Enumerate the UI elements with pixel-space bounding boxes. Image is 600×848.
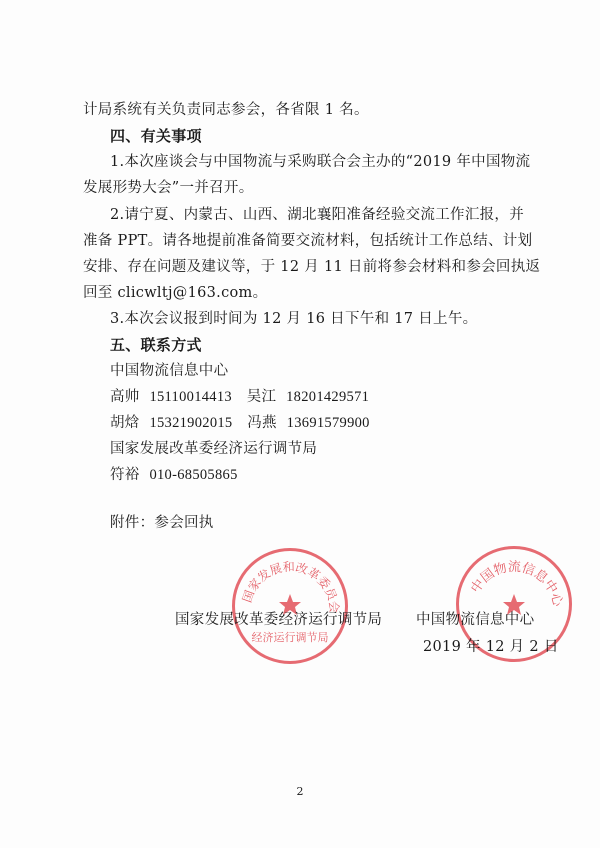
paragraph-line: 安排、存在问题及建议等，于 12 月 11 日前将参会材料和参会回执返 [83,259,541,275]
attachment-note: 附件：参会回执 [110,515,214,531]
paragraph-line: 2.请宁夏、内蒙古、山西、湖北襄阳准备经验交流工作汇报，并 [110,207,525,223]
signature-date: 2019 年 12 月 2 日 [423,639,559,655]
paragraph-line: 准备 PPT。请各地提前准备简要交流材料，包括统计工作总结、计划 [83,233,533,249]
contact-org: 中国物流信息中心 [110,363,229,379]
contact-phone: 15321902015 [149,415,233,431]
contact-row [110,466,238,484]
paragraph-line: 计局系统有关负责同志参会，各省限 1 名。 [83,102,369,118]
signature-org-right: 中国物流信息中心 [416,612,535,628]
official-seal-left [232,548,348,664]
section-heading-5: 五、联系方式 [110,336,202,354]
contact-row [110,414,370,432]
seal-graphic [235,551,345,661]
page-number: 2 [296,785,304,798]
section-heading-4: 四、有关事项 [110,127,202,145]
contact-phone: 18201429571 [286,389,370,405]
signature-org-left: 国家发展改革委经济运行调节局 [175,612,383,628]
seal-left-text: 国家发展和改革委员会 [239,559,342,614]
contact-name: 冯燕 [247,415,277,431]
paragraph-line: 发展形势大会”一并召开。 [83,180,254,196]
seal-left-subtext: 经济运行调节局 [251,631,329,644]
contact-row [110,388,369,406]
contact-name: 吴江 [246,389,277,405]
paragraph-line: 3.本次会议报到时间为 12 月 16 日下午和 17 日上午。 [110,311,478,327]
paragraph-line: 回至 clicwltj@163.com。 [83,285,268,301]
paragraph-line: 1.本次座谈会与中国物流与采购联合会主办的“2019 年中国物流 [110,154,531,170]
contact-org: 国家发展改革委经济运行调节局 [110,441,318,457]
contact-phone: 010-68505865 [149,467,238,483]
contact-phone: 13691579900 [286,415,370,431]
contact-phone: 15110014413 [149,389,232,405]
contact-name: 高帅 [110,389,140,405]
seal-right-text: 中国物流信息中心 [468,559,565,609]
contact-name: 胡焓 [110,415,140,431]
contact-name: 符裕 [110,467,140,483]
